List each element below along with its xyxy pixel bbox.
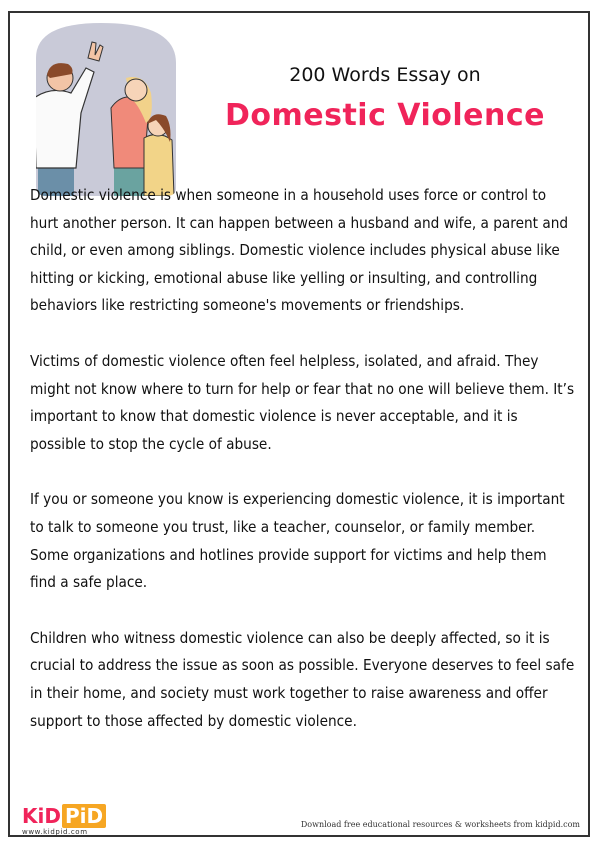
essay-paragraph: If you or someone you know is experiencing domestic violence, it is important to talk to someone you trust, like a teacher, counselor, or family member. Some organizations and hotlines provide support for victims and help them find a safe place. — [30, 490, 565, 592]
kidpid-logo[interactable] — [22, 806, 106, 836]
family-illustration-icon — [26, 18, 182, 198]
download-footer-text: Download free educational resources & worksheets from kidpid.com — [300, 820, 580, 829]
logo-pid-text: PiD — [62, 804, 106, 828]
logo-url[interactable]: www.kidpid.com — [22, 828, 88, 836]
logo-kid-text: KiD — [22, 804, 61, 828]
essay-body — [30, 182, 575, 763]
essay-subtitle: 200 Words Essay on — [289, 64, 481, 86]
essay-paragraph: Children who witness domestic violence can also be deeply affected, so it is crucial to address the issue as soon as possible. Everyone deserves to feel safe in their home, and society must work together to raise awareness and offer support to those affected by domestic violence. — [30, 628, 575, 730]
essay-paragraph: Domestic violence is when someone in a household uses force or control to hurt another person. It can happen between a husband and wife, a parent and child, or even among siblings. Domestic violence includes physical abuse like hitting or kicking, emotional abuse like yelling or insulting, and controlling behaviors like restricting someone's movements or friendships. — [30, 186, 569, 315]
essay-title: Domestic Violence — [224, 98, 546, 133]
essay-paragraph: Victims of domestic violence often feel helpless, isolated, and afraid. They might not know where to turn for help or fear that no one will believe them. It’s important to know that domestic violence is never acceptable, and it is possible to stop the cycle of abuse. — [30, 351, 575, 453]
